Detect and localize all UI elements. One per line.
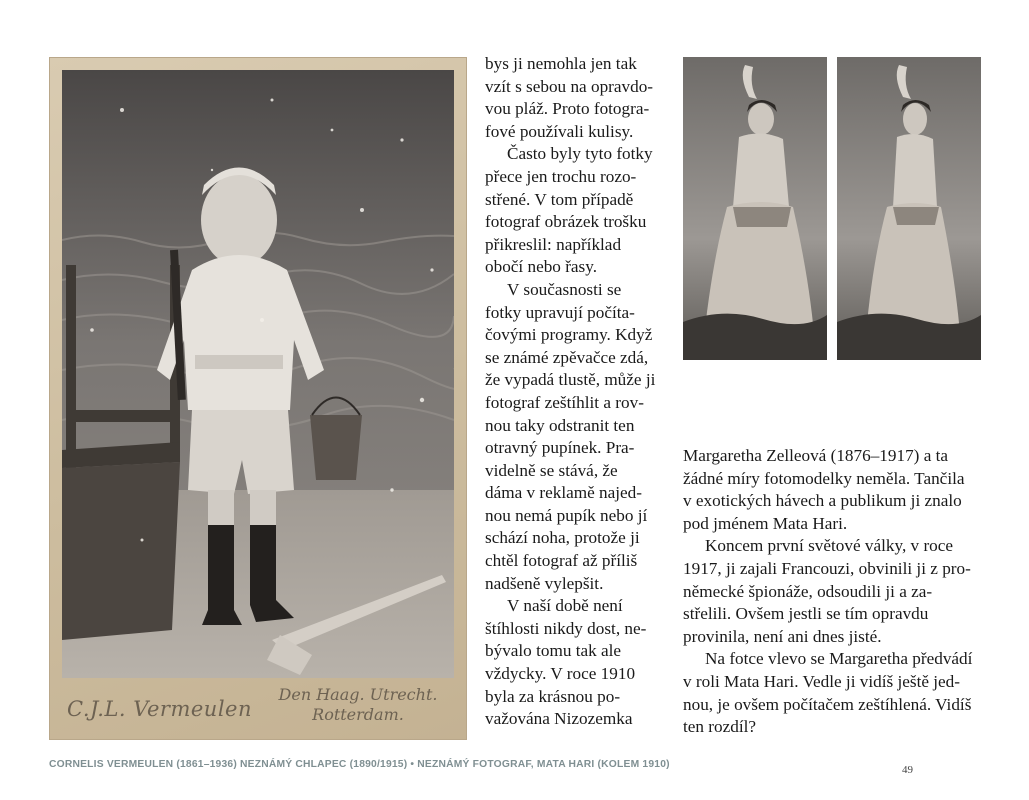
- text-line: střelili. Ovšem jestli se tím opravdu: [683, 604, 929, 624]
- text-line: žádné míry fotomodelky neměla. Tančila: [683, 468, 965, 488]
- paragraph: [485, 53, 675, 143]
- text-line: Na fotce vlevo se Margaretha předvádí: [705, 649, 973, 669]
- text-line: Margaretha Zelleová (1876–1917) a ta: [683, 446, 949, 465]
- text-line: se známé zpěvačce zdá,: [485, 347, 649, 367]
- text-line: nou nemá pupík nebo jí: [485, 505, 648, 525]
- text-line: štíhlosti nikdy dost, ne-: [485, 618, 647, 638]
- text-line: nou, je ovšem počítačem zeštíhlená. Vidíš: [683, 694, 972, 714]
- text-line: střené. V tom případě: [485, 189, 634, 209]
- text-line: videlně se stává, že: [485, 460, 618, 480]
- text-line: 1917, ji zajali Francouzi, obvinili ji z pro-: [683, 558, 971, 578]
- text-line: otravný pupínek. Pra-: [485, 438, 635, 458]
- boy-photo-image: [62, 70, 454, 678]
- text-line: nadšeně vylepšit.: [485, 573, 604, 593]
- text-line: V naší době není: [507, 596, 623, 616]
- paragraph: [485, 143, 675, 279]
- paragraph: [683, 445, 983, 535]
- mata-hari-slimmed-image: [837, 57, 981, 360]
- page-number: 49: [902, 764, 913, 776]
- text-line: ten rozdíl?: [683, 717, 757, 737]
- mata-hari-original-image: [683, 57, 827, 360]
- text-line: německé špionáže, odsoudili ji a za-: [683, 581, 933, 601]
- paragraph: [485, 279, 675, 595]
- studio-line: Rotterdam.: [312, 705, 404, 724]
- right-text-column: [683, 445, 983, 739]
- text-line: přikreslil: například: [485, 234, 622, 254]
- text-line: V současnosti se: [507, 279, 622, 299]
- text-line: byla za krásnou po-: [485, 686, 621, 706]
- text-line: chtěl fotograf až příliš: [485, 551, 638, 571]
- text-line: fotograf obrázek trošku: [485, 212, 647, 232]
- text-line: vzít s sebou na opravdo-: [485, 76, 654, 96]
- text-line: čovými programy. Když: [485, 325, 653, 345]
- text-line: vou pláž. Proto fotogra-: [485, 99, 650, 119]
- text-line: vždycky. V roce 1910: [485, 664, 636, 684]
- paragraph: [683, 648, 983, 738]
- text-line: fotograf zeštíhlit a rov-: [485, 392, 644, 412]
- boy-photo-print: [62, 70, 454, 678]
- text-line: važována Nizozemka: [485, 709, 633, 729]
- photo-studio-mark: [263, 685, 453, 725]
- text-line: bys ji nemohla jen tak: [485, 54, 637, 73]
- text-line: pod jménem Mata Hari.: [683, 513, 848, 533]
- text-line: přece jen trochu rozo-: [485, 166, 637, 186]
- text-line: Koncem první světové války, v roce: [705, 536, 954, 556]
- text-line: v roli Mata Hari. Vedle ji vidíš ještě jed-: [683, 671, 961, 691]
- text-line: fové používali kulisy.: [485, 121, 634, 141]
- text-line: provinila, není ani dnes jisté.: [683, 626, 882, 646]
- text-line: že vypadá tlustě, může ji: [485, 370, 656, 390]
- paragraph: [485, 595, 675, 731]
- middle-text-column: [485, 53, 675, 731]
- text-line: v exotických hávech a publikum ji znalo: [683, 491, 962, 511]
- text-line: schází noha, protože ji: [485, 528, 640, 548]
- text-line: fotky upravují počíta-: [485, 302, 635, 322]
- boy-photo-card: [49, 57, 467, 740]
- mata-hari-original-photo: [683, 57, 827, 360]
- text-line: nou taky odstranit ten: [485, 415, 635, 435]
- photo-signature: C.J.L. Vermeulen: [67, 697, 252, 721]
- photo-credit-caption: CORNELIS VERMEULEN (1861–1936) NEZNÁMÝ CHLAPEC (1890/1915) • NEZNÁMÝ FOTOGRAF, MATA HARI (KOLEM 1910): [49, 759, 670, 770]
- text-line: obočí nebo řasy.: [485, 257, 598, 277]
- mata-hari-slimmed-photo: [837, 57, 981, 360]
- studio-line: Den Haag. Utrecht.: [278, 685, 438, 704]
- text-line: Často byly tyto fotky: [507, 144, 653, 164]
- text-line: bývalo tomu tak ale: [485, 641, 622, 661]
- paragraph: [683, 535, 983, 648]
- text-line: dáma v reklamě najed-: [485, 483, 642, 503]
